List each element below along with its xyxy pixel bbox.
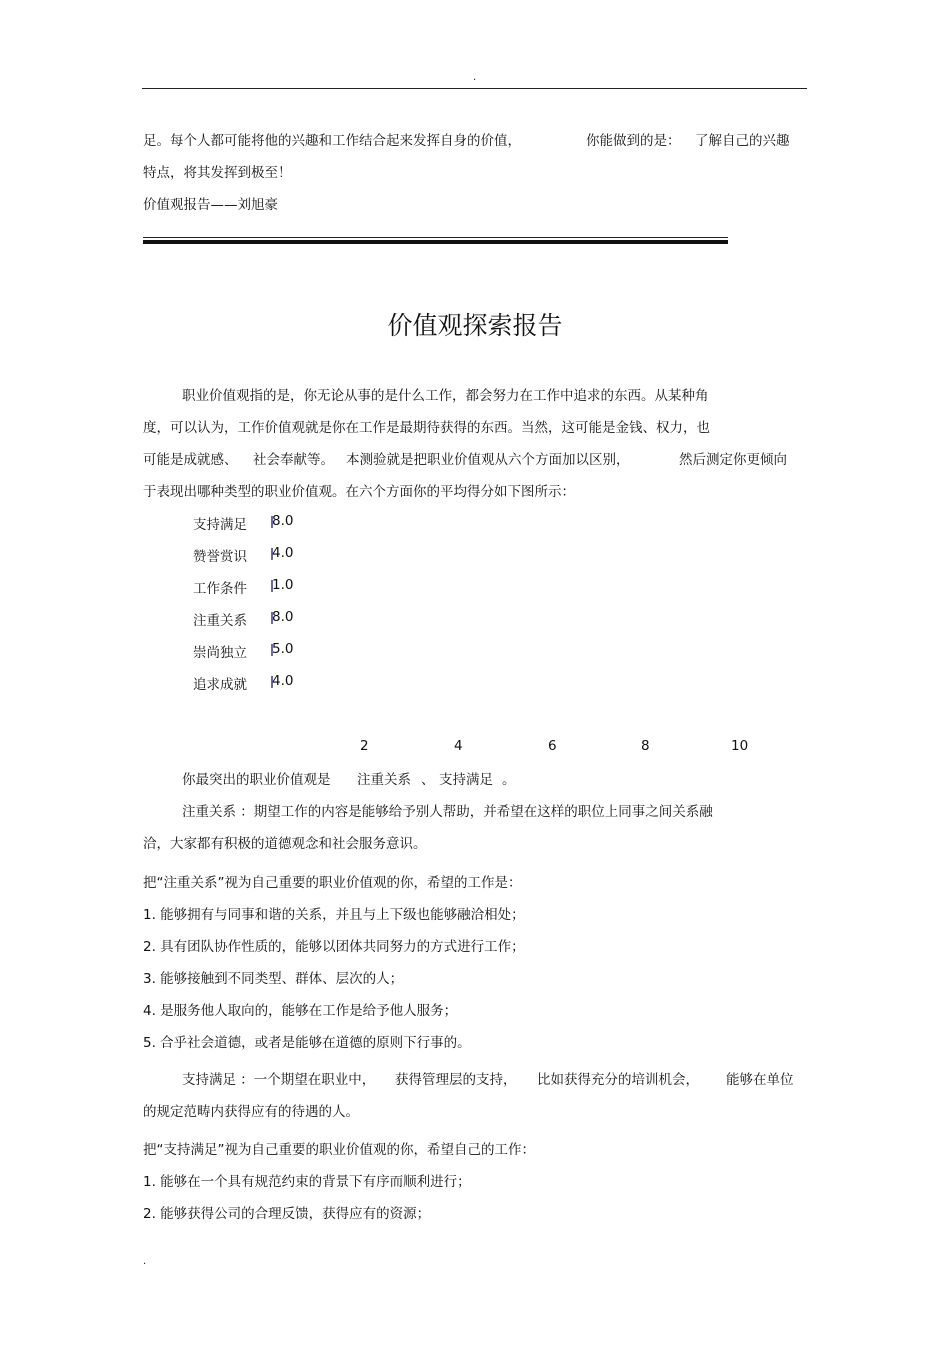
- intro-line-1b: 你能做到的是：: [586, 133, 681, 149]
- relation-item-2: 2. 具有团队协作性质的，能够以团体共同努力的方式进行工作；: [143, 939, 525, 955]
- chart-x-tick: 10: [731, 738, 749, 754]
- chart-value-label: 1.0: [272, 577, 294, 593]
- header-rule: [142, 88, 807, 89]
- para1-line-3d: 然后测定你更倾向: [679, 452, 787, 468]
- result-value-2: 支持满足: [439, 772, 493, 788]
- support-intro: 把“支持满足”视为自己重要的职业价值观的你，希望自己的工作：: [143, 1142, 535, 1158]
- support-def-c: 比如获得充分的培训机会，: [537, 1072, 699, 1088]
- chart-value-label: 8.0: [272, 513, 294, 529]
- chart-x-tick: 4: [454, 738, 463, 754]
- intro-line-1c: 了解自己的兴趣: [695, 133, 790, 149]
- footer-dot: .: [143, 1256, 147, 1267]
- relation-intro: 把“注重关系”视为自己重要的职业价值观的你，希望的工作是：: [143, 875, 522, 891]
- chart-value-label: 8.0: [272, 609, 294, 625]
- support-def-a: 支持满足 ：一个期望在职业中，: [182, 1072, 376, 1088]
- relation-item-1: 1. 能够拥有与同事和谐的关系，并且与上下级也能够融洽相处；: [143, 907, 525, 923]
- para1-line-1: 职业价值观指的是，你无论从事的是什么工作，都会努力在工作中追求的东西。从某种角: [182, 388, 709, 404]
- divider-thin: [143, 237, 728, 238]
- divider-thick: [143, 240, 728, 244]
- chart-category-label: 工作条件: [193, 581, 247, 597]
- chart-category-label: 崇尚独立: [193, 645, 247, 661]
- support-item-1: 1. 能够在一个具有规范约束的背景下有序而顺利进行；: [143, 1174, 471, 1190]
- support-def-d: 能够在单位: [726, 1072, 794, 1088]
- relation-item-4: 4. 是服务他人取向的，能够在工作是给予他人服务；: [143, 1003, 458, 1019]
- result-prefix: 你最突出的职业价值观是: [182, 772, 331, 788]
- chart-x-tick: 2: [360, 738, 369, 754]
- intro-line-1a: 足。每个人都可能将他的兴趣和工作结合起来发挥自身的价值，: [143, 133, 521, 149]
- relation-def-line-1: 注重关系 ：期望工作的内容是能够给予别人帮助，并希望在这样的职位上同事之间关系融: [182, 804, 713, 820]
- para1-line-3a: 可能是成就感、: [143, 452, 238, 468]
- para1-line-2: 度，可以认为，工作价值观就是你在工作是最期待获得的东西。当然，这可能是金钱、权力，也: [143, 420, 710, 436]
- para1-line-4: 于表现出哪种类型的职业价值观。在六个方面你的平均得分如下图所示：: [143, 484, 575, 500]
- support-item-2: 2. 能够获得公司的合理反馈，获得应有的资源；: [143, 1206, 431, 1222]
- support-def-b: 获得管理层的支持，: [395, 1072, 517, 1088]
- result-sep: 、: [421, 772, 435, 788]
- relation-item-5: 5. 合乎社会道德，或者是能够在道德的原则下行事的。: [143, 1035, 471, 1051]
- result-end: 。: [502, 772, 516, 788]
- chart-category-label: 注重关系: [193, 613, 247, 629]
- header-dot: .: [473, 72, 477, 83]
- para1-line-3c: 本测验就是把职业价值观从六个方面加以区别，: [346, 452, 630, 468]
- result-value-1: 注重关系: [357, 772, 411, 788]
- chart-category-label: 赞誉赏识: [193, 549, 247, 565]
- chart-value-label: 5.0: [272, 641, 294, 657]
- report-author: 价值观报告——刘旭豪: [143, 197, 278, 213]
- chart-value-label: 4.0: [272, 673, 294, 689]
- chart-category-label: 支持满足: [193, 517, 247, 533]
- chart-value-label: 4.0: [272, 545, 294, 561]
- support-def-line-2: 的规定范畴内获得应有的待遇的人。: [143, 1104, 359, 1120]
- relation-item-3: 3. 能够接触到不同类型、群体、层次的人；: [143, 971, 404, 987]
- intro-line-2: 特点，将其发挥到极至！: [143, 165, 292, 181]
- chart-category-label: 追求成就: [193, 677, 247, 693]
- relation-def-line-2: 洽，大家都有积极的道德观念和社会服务意识。: [143, 836, 427, 852]
- chart-x-tick: 6: [548, 738, 557, 754]
- page-title: 价值观探索报告: [387, 311, 563, 340]
- para1-line-3b: 社会奉献等。: [253, 452, 334, 468]
- chart-x-tick: 8: [641, 738, 650, 754]
